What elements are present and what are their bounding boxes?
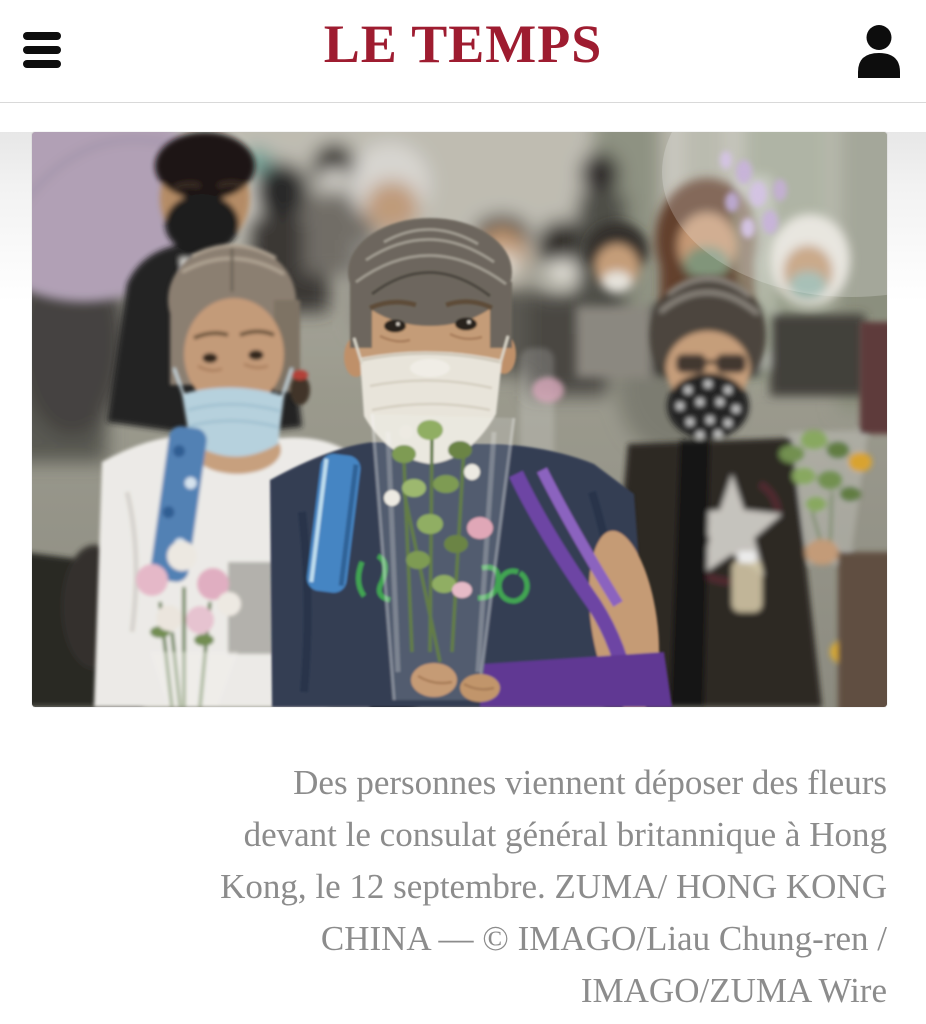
caption-line: Des personnes viennent déposer des fleurs — [293, 763, 887, 802]
photo-scene — [32, 132, 887, 707]
article-photo — [32, 132, 887, 707]
user-icon — [854, 24, 904, 78]
article-view — [0, 132, 926, 1024]
app-header — [0, 0, 926, 103]
photo-caption — [32, 757, 887, 1017]
caption-line: Kong, le 12 septembre. ZUMA/ HONG KONG — [220, 867, 887, 906]
caption-line: IMAGO/ZUMA Wire — [580, 971, 887, 1010]
caption-line: devant le consulat général britannique à Hong — [243, 815, 887, 854]
brand-logo[interactable]: LE TEMPS — [323, 14, 603, 74]
caption-line: CHINA — © IMAGO/Liau Chung-ren / — [320, 919, 887, 958]
account-button[interactable] — [850, 22, 908, 80]
